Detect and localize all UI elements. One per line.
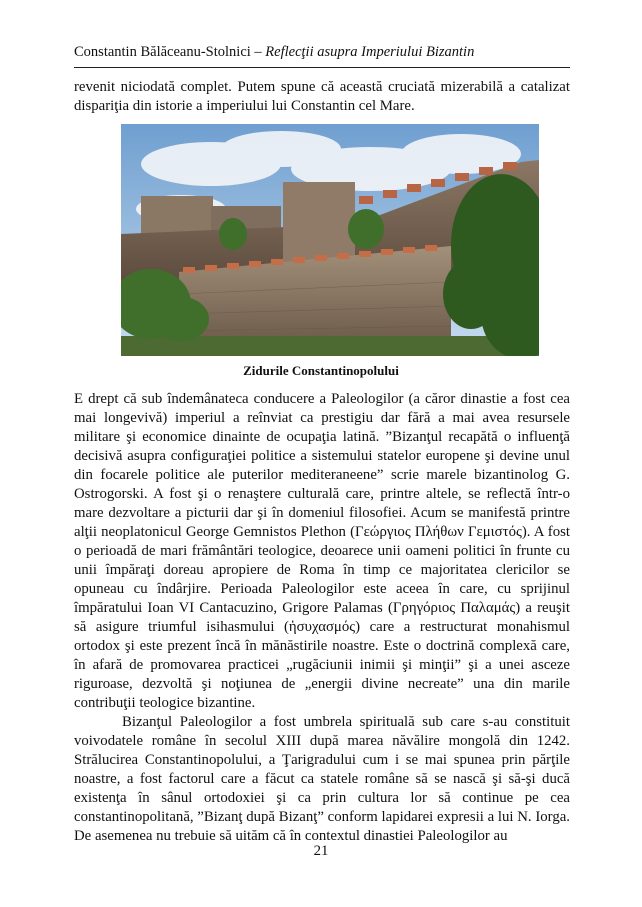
header-title: Reflecţii asupra Imperiului Bizantin xyxy=(265,44,475,60)
paragraph-1: E drept că sub îndemânateca conducere a Paleologilor (a căror dinastie a fost cea mai longevivă) imperiul a reînviat ca prestigiu dar fără a mai avea resursele militare şi economice dinainte de ocupaţia latină. ”Bizanţul recapătă o influenţă decisivă asupra configuraţiei politice a sistemului statelor europene şi devine unul din focarele politice ale puterilor mediteraneene” scrie marele bizantinolog G. Ostrogorski. A fost şi o renaştere culturală care, printre altele, se reflectă într-o mare dezvoltare a picturii dar şi în domeniul filosofiei. Acum se manifestă printre alţii neoplatonicul George Gemnistos Plethon (Γεώργιος Πλήθων Γεμιστός). A fost o perioadă de mari frământări teologice, deoarece unii oameni politici în frunte cu unii împăraţi doreau apropiere de Roma în timp ce majoritatea clericilor se opuneau cu îndârjire. Perioada Paleologilor este aceea în care, cu sprijinul împăratului Ioan VI Cantacuzino, Grigore Palamas (Γρηγόριος Παλαμάς) a reuşit să asigure triumful isihasmului (ἡσυχασμός) care a restructurat monahismul ortodox şi este prezent încă în mănăstirile noastre. Este o doctrină complexă care, în afară de promovarea practicei „rugăciunii inimii şi minţii” şi a unei asceze riguroase, dezvoltă şi noţiunea de „energii divine necreate” una din marile contribuţii teologice bizantine. xyxy=(74,391,570,711)
walls-photo xyxy=(121,124,539,356)
running-header xyxy=(74,44,474,61)
figure-caption: Zidurile Constantinopolului xyxy=(243,363,399,378)
intro-paragraph: revenit niciodată complet. Putem spune că această cruciată mizerabilă a catalizat dispariţia din istorie a imperiului lui Constantin cel Mare. xyxy=(74,79,570,114)
header-separator: – xyxy=(250,44,266,60)
paragraph-2: Bizanţul Paleologilor a fost umbrela spirituală sub care s-au constituit voivodatele române în secolul XIII după marea năvălire mongolă din 1242. Strălucirea Constantinopolului, a Ţarigradului cum i se mai spunea prin părţile noastre, a fost factorul care a făcut ca statele române să se nască şi să-şi ducă existenţa în sânul ortodoxiei şi ca prin cultura lor să continue pe cea constantinopolitană, ”Bizanţ după Bizanţ” conform lapidarei expresii a lui N. Iorga. De asemenea nu trebuie să uităm că în contextul dinastiei Paleologilor au xyxy=(74,714,570,844)
header-rule xyxy=(74,67,570,68)
body-text xyxy=(74,390,570,846)
page-number: 21 xyxy=(313,843,329,859)
header-author: Constantin Bălăceanu-Stolnici xyxy=(74,44,251,60)
